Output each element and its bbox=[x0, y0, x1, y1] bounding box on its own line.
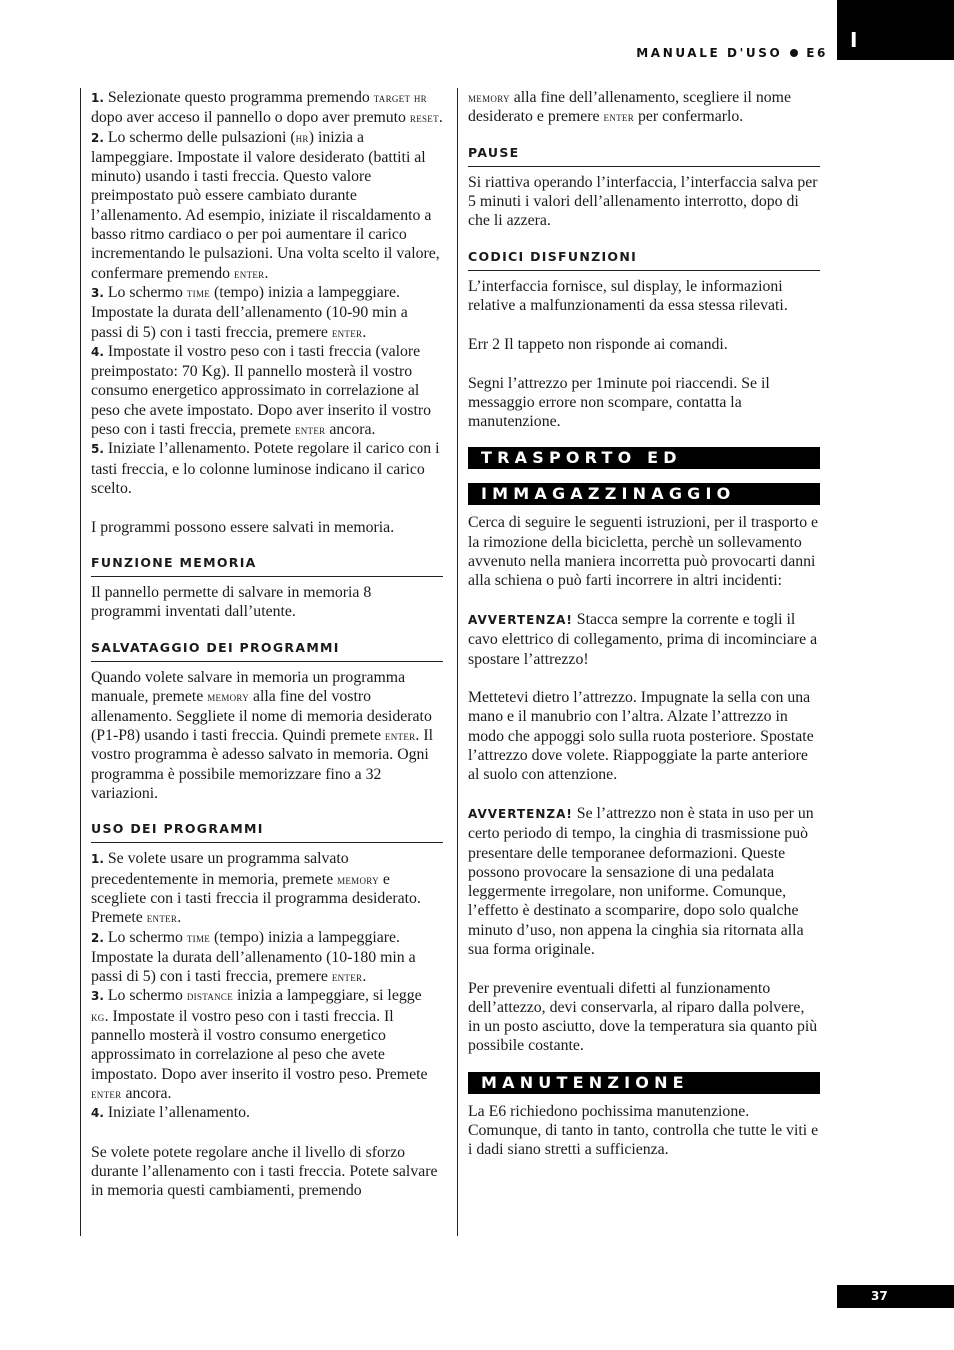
segni-text: Segni l’attrezzo per 1minute poi riaccendi. Se il messaggio errore non scompare, contatta la manutenzione. bbox=[468, 374, 770, 431]
manutenzione-text: La E6 richiedono pochissima manutenzione. Comunque, di tanto in tanto, controlla che tutte le viti e i dadi siano stretti a sufficienza. bbox=[468, 1102, 819, 1159]
step-item bbox=[91, 128, 443, 283]
right-column bbox=[468, 88, 820, 1160]
key-label: hr bbox=[295, 129, 309, 145]
pause-text: Si riattiva operando l’interfaccia, l’interfaccia salva per 5 minuti i valori dell’allenamento interrotto, dopo di che li azzera. bbox=[468, 173, 818, 230]
text-run: dopo aver acceso il pannello o dopo aver premuto bbox=[91, 109, 410, 127]
text-run: alla fine dell’allenamento, scegliere il nome desiderato e premere bbox=[468, 89, 791, 126]
text-run: alla fine del vostro allenamento. Seggliete il nome di memoria desiderato (P1-P8) usando i tasti freccia. Quindi premete bbox=[91, 688, 432, 744]
step-number: 2. bbox=[91, 130, 104, 145]
text-run: ) inizia a lampeggiare. Impostate il valore desiderato (battiti al minuto) usando i tasti freccia. Questo valore preimpostato può essere cambiato durante l’allenamento. Ad esempio, iniziate il riscaldamento a basso ritmo cardiaco o per poi aumentare il carico incrementando le pulsazioni. Una volta scelto il valore, confermare premendo bbox=[91, 128, 440, 282]
section-title-funzione-memoria: FUNZIONE MEMORIA bbox=[91, 543, 443, 577]
key-label: time bbox=[186, 929, 211, 945]
key-label: enter bbox=[146, 910, 178, 926]
steps-uso-programmi bbox=[91, 849, 443, 1123]
text-run: Lo schermo bbox=[103, 987, 187, 1005]
step-item bbox=[91, 342, 443, 439]
closing-text: Se volete potete regolare anche il livello di sforzo durante l’allenamento con i tasti freccia. Potete salvare in memoria questi cambiamenti, premendo bbox=[91, 1143, 438, 1200]
warning-2-text: Se l’attrezzo non è stata in uso per un certo periodo di tempo, la cinghia di trasmissione può presentare delle temporanee deformazioni. Queste possono provocare la sensazione di una pedalata leggermente irregolare, non uniforme. Comunque, l’effetto è destinato a scomparire, dopo solo qualche minuto d’uso, non appena la cinghia sia ritornata alla sua forma originale. bbox=[468, 804, 814, 958]
trasporto-text: Cerca di seguire le seguenti istruzioni, per il trasporto e la rimozione della bicicletta, perchè un sollevamento avvenuto nella maniera incorretta può provocarti danni alla schiena o può farti incorrere in altri incidenti: bbox=[468, 514, 819, 590]
step-number: 5. bbox=[91, 442, 104, 457]
step-item bbox=[91, 849, 443, 927]
key-label: kg bbox=[91, 1008, 105, 1024]
step-item bbox=[91, 1103, 443, 1123]
key-label: distance bbox=[186, 988, 234, 1004]
text-run: Lo schermo bbox=[103, 283, 187, 301]
text-run: . bbox=[177, 909, 182, 927]
key-label: memory bbox=[468, 90, 510, 105]
text-run: . bbox=[438, 109, 443, 127]
text-run: Lo schermo bbox=[103, 928, 187, 946]
text-run: Iniziate l’allenamento. bbox=[103, 1104, 250, 1122]
section-bar-immagazzinaggio: IMMAGAZZINAGGIO bbox=[468, 483, 820, 505]
text-run: Iniziate l’allenamento. Potete regolare il carico con i tasti freccia, e lo colonne luminose indicano il carico scelto. bbox=[91, 440, 440, 497]
step-number: 4. bbox=[91, 1106, 104, 1121]
text-run: (tempo) inizia a lampeggiare. Impostate la durata dell’allenamento (10-90 min a passi di 5) con i tasti freccia, premere bbox=[91, 283, 408, 341]
step-number: 3. bbox=[91, 285, 104, 300]
salvataggio-text bbox=[91, 668, 443, 803]
steps-target-hr bbox=[91, 88, 443, 498]
text-run: ancora. bbox=[121, 1084, 172, 1102]
step-number: 1. bbox=[91, 852, 104, 867]
step-number: 3. bbox=[91, 989, 104, 1004]
err-text: Err 2 Il tappeto non risponde ai comandi. bbox=[468, 335, 728, 353]
warning-1-text: Stacca sempre la corrente e togli il cavo elettrico di collegamento, prima di incominciare a spostare l’attrezzo! bbox=[468, 610, 818, 668]
page-number-tab bbox=[837, 1285, 954, 1308]
key-label: reset bbox=[409, 110, 439, 126]
left-column bbox=[91, 88, 443, 1201]
key-label: target hr bbox=[373, 90, 427, 105]
key-label: enter bbox=[384, 727, 416, 743]
language-tab-label: I bbox=[850, 28, 858, 52]
section-bar-manutenzione: MANUTENZIONE bbox=[468, 1072, 820, 1094]
text-run: e scegliete con i tasti freccia il programma desiderato. Premete bbox=[91, 870, 421, 927]
running-model: E6 bbox=[806, 46, 828, 60]
step-item bbox=[91, 439, 443, 498]
key-label: enter bbox=[91, 1085, 122, 1101]
key-label: memory bbox=[337, 871, 379, 887]
text-run: Lo schermo delle pulsazioni ( bbox=[103, 128, 296, 146]
section-bar-trasporto: TRASPORTO ED bbox=[468, 447, 820, 469]
page-number: 37 bbox=[871, 1289, 888, 1303]
step-item bbox=[91, 88, 443, 128]
key-label: enter bbox=[603, 109, 635, 125]
key-label: memory bbox=[207, 689, 250, 705]
key-label: time bbox=[186, 284, 211, 300]
section-title-codici: CODICI DISFUNZIONI bbox=[468, 237, 820, 271]
codici-text: L’interfaccia fornisce, sul display, le informazioni relative a malfunzionamenti da essa stessa rilevati. bbox=[468, 278, 788, 315]
text-run: . bbox=[264, 264, 269, 282]
language-tab bbox=[837, 0, 954, 60]
section-title-salvataggio: SALVATAGGIO DEI PROGRAMMI bbox=[91, 628, 443, 662]
text-run: Impostate il vostro peso con i tasti freccia (valore preimpostato: 70 Kg). Il pannello mosterà il vostro consumo energetico approssimato in correlazione al peso che avete impostato. Dopo aver inserito il vostro peso con i tasti freccia, premete bbox=[91, 342, 431, 439]
funzione-memoria-text: Il pannello permette di salvare in memoria 8 programmi inventati dall’utente. bbox=[91, 584, 372, 621]
warning-2 bbox=[468, 804, 820, 959]
text-run: Se volete usare un programma salvato precedentemente in memoria, premete bbox=[91, 850, 349, 888]
key-label: enter bbox=[331, 324, 363, 340]
text-run: Selezionate questo programma premendo bbox=[103, 89, 374, 106]
key-label: enter bbox=[294, 422, 326, 438]
text-run: Quando volete salvare in memoria un programma manuale, premete bbox=[91, 669, 406, 706]
step-item bbox=[91, 986, 443, 1103]
memory-note: I programmi possono essere salvati in memoria. bbox=[91, 518, 395, 536]
text-run: inizia a lampeggiare, si legge bbox=[233, 987, 422, 1005]
step-number: 2. bbox=[91, 930, 104, 945]
section-title-pause: PAUSE bbox=[468, 133, 820, 167]
text-run: ancora. bbox=[325, 421, 376, 439]
section-title-uso-programmi: USO DEI PROGRAMMI bbox=[91, 809, 443, 843]
key-label: enter bbox=[233, 265, 265, 281]
center-column-rule bbox=[457, 88, 458, 1236]
text-run: . Il vostro programma è adesso salvato in memoria. Ogni programma è possibile memorizzare fino a 32 variazioni. bbox=[91, 726, 433, 802]
step-item bbox=[91, 928, 443, 987]
text-run: . bbox=[362, 323, 367, 341]
key-label: enter bbox=[331, 969, 363, 985]
step-number: 1. bbox=[91, 91, 104, 105]
prevenire-text: Per prevenire eventuali difetti al funzionamento dell’attezzo, devi conservarla, al riparo dalla polvere, in un posto asciutto, dove la temperatura sia quanto più possibile costante. bbox=[468, 979, 818, 1055]
text-run: (tempo) inizia a lampeggiare. Impostate la durata dell’allenamento (10-180 min a passi di 5) con i tasti freccia, premere bbox=[91, 928, 416, 986]
running-header bbox=[600, 46, 828, 60]
warning-label: AVVERTENZA! bbox=[468, 612, 573, 627]
continuation-text bbox=[468, 88, 820, 127]
step-item bbox=[91, 283, 443, 342]
warning-label: AVVERTENZA! bbox=[468, 806, 573, 821]
text-run: . bbox=[362, 968, 367, 986]
step-number: 4. bbox=[91, 344, 104, 359]
mettetevi-text: Mettetevi dietro l’attrezzo. Impugnate la sella con una mano e il manubrio con l’altra. Alzate l’attrezzo in modo che appoggi solo sulla ruota posteriore. Spostate l’attrezzo dove volete. Riappoggiate la parte anteriore al suolo con attenzione. bbox=[468, 689, 814, 784]
warning-1 bbox=[468, 610, 820, 669]
text-run: per confermarlo. bbox=[634, 108, 744, 126]
text-run: . Impostate il vostro peso con i tasti freccia. Il pannello mosterà il vostro consumo energetico approssimato in correlazione al peso che avete impostato. Dopo aver inserito il vostro peso. Premete bbox=[91, 1007, 428, 1083]
running-title: MANUALE D'USO bbox=[636, 46, 783, 60]
bullet-icon bbox=[790, 49, 798, 57]
left-column-rule bbox=[80, 88, 81, 1236]
